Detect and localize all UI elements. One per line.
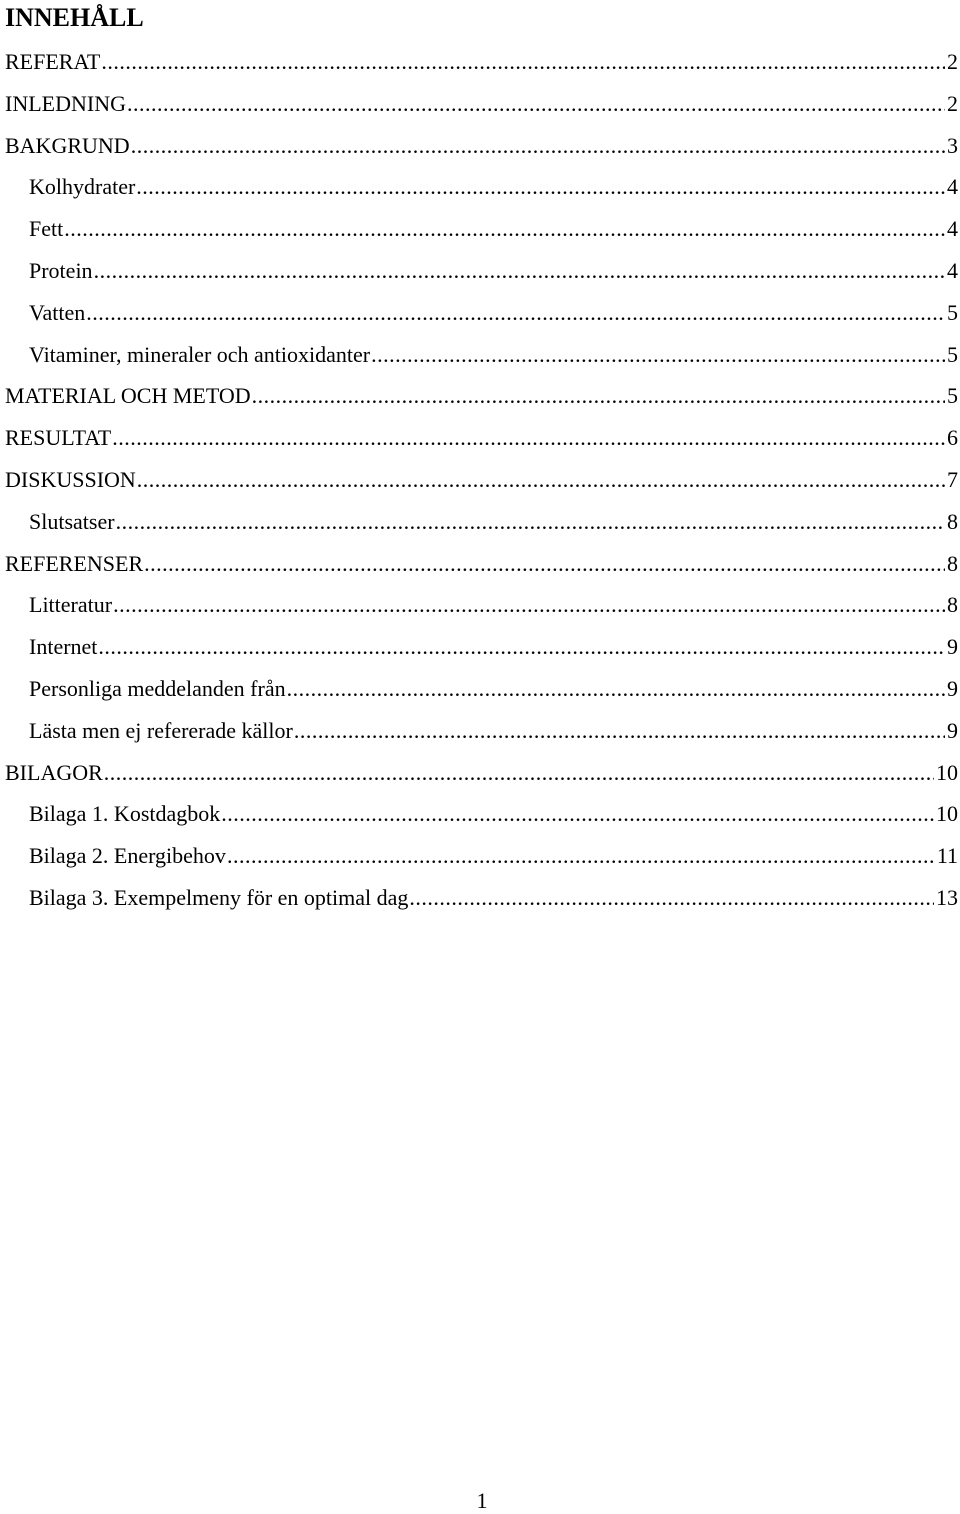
toc-entry-label: Vitaminer, mineraler och antioxidanter	[29, 341, 371, 367]
dot-leader	[227, 835, 935, 877]
dot-leader	[409, 877, 934, 919]
toc-entry[interactable]	[0, 208, 960, 250]
dot-leader	[137, 459, 945, 501]
toc-entry[interactable]	[0, 710, 960, 752]
toc-entry-page: 2	[947, 49, 958, 74]
toc-entry-label: Slutsatser	[29, 508, 115, 534]
table-of-contents	[0, 41, 960, 919]
toc-entry[interactable]	[0, 835, 960, 877]
toc-title: INNEHÅLL	[5, 3, 144, 32]
dot-leader	[127, 83, 945, 125]
toc-entry-page: 7	[947, 466, 958, 492]
toc-entry[interactable]	[0, 793, 960, 835]
dot-leader	[371, 334, 945, 376]
dot-leader	[116, 501, 945, 543]
dot-leader	[144, 543, 945, 585]
dot-leader	[113, 584, 945, 626]
toc-entry[interactable]	[0, 877, 960, 919]
toc-entry[interactable]	[0, 250, 960, 292]
toc-entry[interactable]	[0, 668, 960, 710]
toc-entry-page: 9	[947, 675, 958, 701]
page-number: 1	[476, 1488, 488, 1513]
toc-entry[interactable]	[0, 626, 960, 668]
toc-entry-page: 9	[947, 717, 958, 743]
toc-entry-label: Personliga meddelanden från	[29, 675, 286, 701]
dot-leader	[104, 752, 934, 794]
toc-entry-label: Bilaga 3. Exempelmeny för en optimal dag	[29, 884, 409, 910]
dot-leader	[94, 250, 945, 292]
dot-leader	[131, 125, 945, 167]
toc-entry[interactable]	[0, 501, 960, 543]
toc-entry-label: Bilaga 1. Kostdagbok	[29, 801, 221, 827]
toc-entry-page: 10	[936, 759, 958, 785]
dot-leader	[294, 710, 945, 752]
toc-entry-page: 4	[947, 216, 958, 242]
toc-entry-label: INLEDNING	[5, 90, 126, 116]
toc-entry[interactable]	[0, 543, 960, 585]
toc-entry-page: 8	[947, 550, 958, 576]
toc-entry-page: 8	[947, 508, 958, 534]
toc-entry-page: 2	[947, 90, 958, 116]
dot-leader	[252, 375, 945, 417]
toc-entry-page: 5	[947, 341, 958, 367]
dot-leader	[136, 166, 945, 208]
toc-entry[interactable]	[0, 375, 960, 417]
toc-entry-label: Protein	[29, 257, 93, 283]
toc-entry[interactable]	[0, 459, 960, 501]
dot-leader	[86, 292, 945, 334]
toc-entry-label: Fett	[29, 216, 64, 242]
dot-leader	[98, 626, 945, 668]
toc-entry[interactable]	[0, 584, 960, 626]
toc-entry-label: DISKUSSION	[5, 466, 136, 492]
toc-entry-page: 5	[947, 299, 958, 325]
toc-entry-label: RESULTAT	[5, 425, 112, 451]
toc-entry-page: 4	[947, 174, 958, 200]
dot-leader	[101, 41, 945, 83]
toc-entry-label: Litteratur	[29, 592, 113, 618]
toc-entry-label: REFERAT	[5, 49, 101, 74]
toc-entry-page: 11	[936, 843, 958, 869]
toc-entry-page: 5	[947, 383, 958, 409]
toc-entry-label: REFERENSER	[5, 550, 144, 576]
toc-entry-label: Bilaga 2. Energibehov	[29, 843, 226, 869]
toc-entry[interactable]	[0, 334, 960, 376]
toc-entry[interactable]	[0, 166, 960, 208]
toc-entry[interactable]	[0, 41, 960, 83]
dot-leader	[287, 668, 945, 710]
toc-entry[interactable]	[0, 125, 960, 167]
toc-entry[interactable]	[0, 292, 960, 334]
dot-leader	[112, 417, 945, 459]
toc-entry[interactable]	[0, 417, 960, 459]
toc-entry-label: Kolhydrater	[29, 174, 136, 200]
toc-entry[interactable]	[0, 83, 960, 125]
toc-entry-page: 3	[947, 132, 958, 158]
toc-entry-label: BAKGRUND	[5, 132, 130, 158]
dot-leader	[221, 793, 934, 835]
toc-entry-page: 8	[947, 592, 958, 618]
toc-entry-page: 10	[936, 801, 958, 827]
toc-entry-page: 13	[936, 884, 958, 910]
toc-entry-page: 6	[947, 425, 958, 451]
toc-entry-label: Internet	[29, 634, 98, 660]
toc-entry-page: 9	[947, 634, 958, 660]
toc-entry-label: BILAGOR	[5, 759, 103, 785]
toc-entry-page: 4	[947, 257, 958, 283]
dot-leader	[64, 208, 945, 250]
toc-entry[interactable]	[0, 752, 960, 794]
toc-entry-label: MATERIAL OCH METOD	[5, 383, 251, 409]
toc-entry-label: Vatten	[29, 299, 86, 325]
toc-entry-label: Lästa men ej refererade källor	[29, 717, 293, 743]
